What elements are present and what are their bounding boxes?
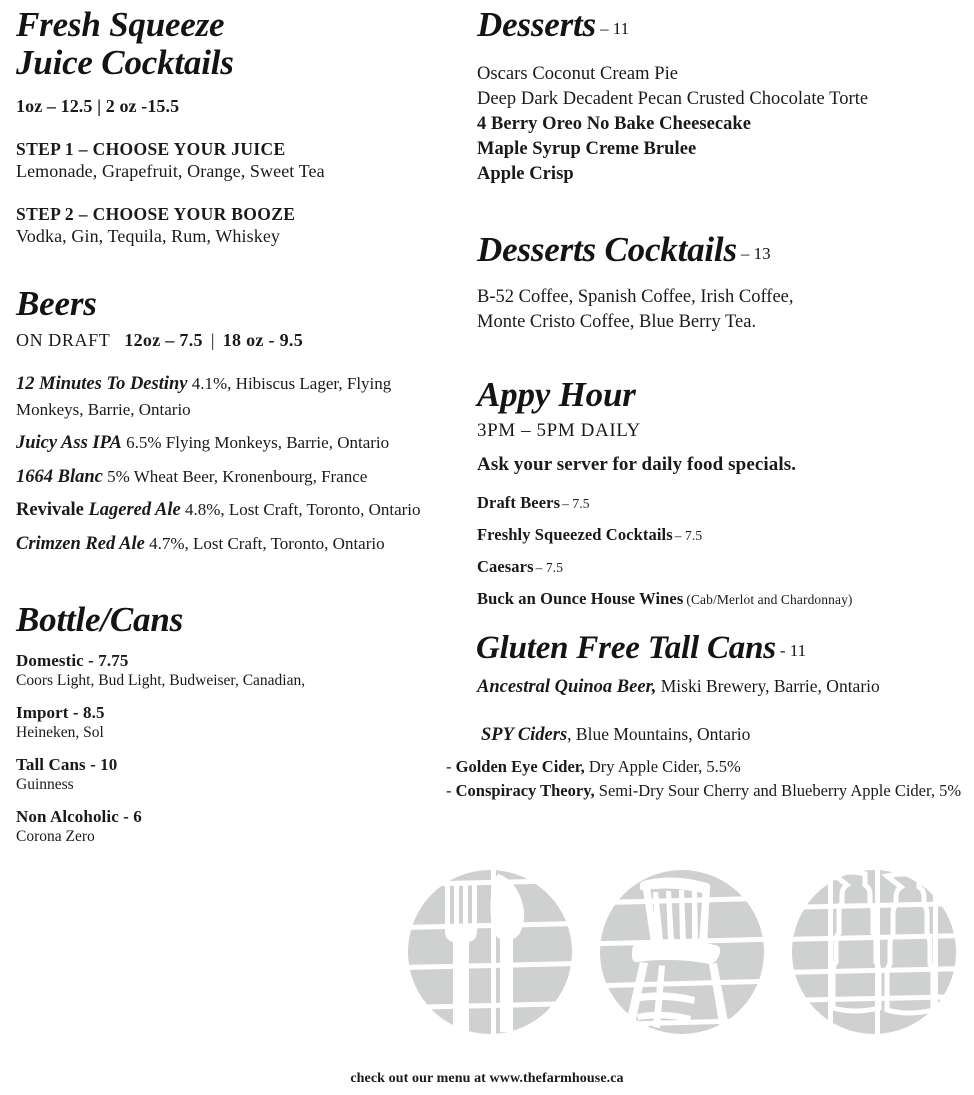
cider-description: Semi-Dry Sour Cherry and Blueberry Apple Cider, 5% <box>594 780 962 800</box>
decorative-icon-row <box>405 862 974 1042</box>
dessert-cocktails-heading <box>477 231 974 269</box>
appy-hour-item-name: Caesars <box>477 556 534 576</box>
beer-name: 1664 Blanc <box>16 466 103 487</box>
on-draft-label: ON DRAFT <box>16 330 111 351</box>
dessert-cocktails-title: Desserts Cocktails <box>477 230 737 270</box>
bottle-cans-group-items: Heineken, Sol <box>16 723 104 741</box>
gluten-free-heading <box>476 631 974 667</box>
juice-step1-options: Lemonade, Grapefruit, Orange, Sweet Tea <box>16 160 325 181</box>
draft-price-separator: | <box>210 330 215 351</box>
gluten-free-quinoa-line <box>477 676 974 698</box>
appy-hour-item <box>477 493 974 513</box>
beer-name-secondary: Lagered Ale <box>88 500 181 521</box>
spy-ciders-line <box>481 724 974 746</box>
dessert-item: Oscars Coconut Cream Pie <box>477 63 679 84</box>
bottle-cans-group <box>16 703 446 742</box>
section-dessert-cocktails <box>477 231 974 334</box>
appy-hour-item <box>477 557 974 577</box>
beer-item <box>16 430 446 457</box>
salt-and-pepper-shakers-icon <box>789 864 959 1040</box>
juice-step1-heading: STEP 1 – CHOOSE YOUR JUICE <box>16 138 286 159</box>
juice-cocktails-prices: 1oz – 12.5 | 2 oz -15.5 <box>16 95 180 116</box>
bottle-cans-group <box>16 807 446 846</box>
cider-bullet: - <box>446 756 456 776</box>
fork-and-knife-icon <box>405 864 575 1040</box>
bottle-cans-list <box>16 651 446 846</box>
section-beers <box>16 285 446 559</box>
section-juice-cocktails <box>16 6 446 247</box>
beers-title: Beers <box>16 283 97 323</box>
dessert-cocktails-line2: Monte Cristo Coffee, Blue Berry Tea. <box>477 311 757 332</box>
juice-step2-options: Vodka, Gin, Tequila, Rum, Whiskey <box>16 225 281 246</box>
desserts-title: Desserts <box>477 5 596 44</box>
appy-hour-time: 3PM – 5PM DAILY <box>477 419 641 441</box>
bottle-cans-group-title: Tall Cans - 10 <box>16 754 118 774</box>
section-appy-hour <box>477 376 974 609</box>
bottle-cans-group-title: Domestic - 7.75 <box>16 650 129 670</box>
appy-hour-item-name: Freshly Squeezed Cocktails <box>477 524 673 544</box>
spy-ciders-name: SPY Ciders <box>481 724 568 745</box>
right-column <box>446 5 974 802</box>
beer-list <box>16 371 446 558</box>
bottle-cans-group-items: Coors Light, Bud Light, Budweiser, Canadian, <box>16 671 306 689</box>
appy-hour-item <box>477 589 974 609</box>
bottle-cans-group <box>16 755 446 794</box>
beer-name: 12 Minutes To Destiny <box>16 374 188 395</box>
bottle-cans-group <box>16 651 446 690</box>
appy-hour-item <box>477 525 974 545</box>
cider-item <box>446 755 974 778</box>
beer-item <box>16 497 446 524</box>
chair-icon <box>597 864 767 1040</box>
left-column <box>16 6 446 846</box>
beer-description: 4.1%, Hibiscus Lager, Flying Monkeys, Barrie, Ontario <box>16 374 392 420</box>
appy-hour-item-price: – 7.5 <box>535 559 564 575</box>
footer-website-note: check out our menu at www.thefarmhouse.ca <box>350 1071 624 1086</box>
gluten-free-price: - 11 <box>779 640 807 660</box>
beers-draft-pricing <box>16 330 446 351</box>
section-gluten-free-tall-cans <box>446 629 974 802</box>
quinoa-beer-desc: Miski Brewery, Barrie, Ontario <box>656 675 880 696</box>
beer-description: 5% Wheat Beer, Kronenbourg, France <box>102 466 368 486</box>
bottle-cans-group-items: Corona Zero <box>16 827 95 845</box>
beer-name: Revivale <box>16 500 89 521</box>
beer-description: 6.5% Flying Monkeys, Barrie, Ontario <box>121 432 390 452</box>
beer-description: 4.7%, Lost Craft, Toronto, Ontario <box>144 534 385 554</box>
appy-hour-item-price: – 7.5 <box>674 527 703 543</box>
appy-hour-ask-server: Ask your server for daily food specials. <box>477 453 797 475</box>
desserts-heading <box>477 6 974 44</box>
spy-ciders-desc: , Blue Mountains, Ontario <box>567 723 751 744</box>
beer-name: Crimzen Red Ale <box>16 534 145 555</box>
draft-price-18oz: 18 oz - 9.5 <box>222 330 304 351</box>
appy-hour-item-name: Draft Beers <box>477 492 561 512</box>
juice-step2-heading: STEP 2 – CHOOSE YOUR BOOZE <box>16 203 296 224</box>
bottle-cans-group-title: Non Alcoholic - 6 <box>16 806 142 826</box>
cider-list <box>446 755 974 802</box>
beer-name: Juicy Ass IPA <box>16 432 122 453</box>
cider-bullet: - <box>446 780 456 800</box>
cider-name: Golden Eye Cider, <box>455 756 585 776</box>
bottle-cans-group-title: Import - 8.5 <box>16 702 105 722</box>
juice-cocktails-title-line2: Juice Cocktails <box>16 42 234 82</box>
appy-hour-item-list <box>477 493 974 609</box>
beer-description: 4.8%, Lost Craft, Toronto, Ontario <box>180 500 421 520</box>
dessert-cocktails-line1: B-52 Coffee, Spanish Coffee, Irish Coffee, <box>477 286 794 307</box>
desserts-price: – 11 <box>599 19 630 38</box>
dessert-item: Deep Dark Decadent Pecan Crusted Chocolate Torte <box>477 88 869 109</box>
cider-name: Conspiracy Theory, <box>455 780 595 800</box>
dessert-item: 4 Berry Oreo No Bake Cheesecake <box>477 113 752 134</box>
beer-item <box>16 371 446 422</box>
bottle-cans-title: Bottle/Cans <box>16 600 184 640</box>
beer-item <box>16 531 446 558</box>
quinoa-beer-name: Ancestral Quinoa Beer, <box>477 676 657 697</box>
section-desserts <box>477 6 974 187</box>
beer-item <box>16 464 446 491</box>
appy-hour-item-price: – 7.5 <box>562 495 590 511</box>
appy-hour-item-name: Buck an Ounce House Wines <box>477 588 684 608</box>
dessert-item: Maple Syrup Creme Brulee <box>477 138 697 159</box>
appy-hour-item-note: (Cab/Merlot and Chardonnay) <box>686 591 853 607</box>
dessert-list <box>477 62 974 187</box>
draft-price-12oz: 12oz – 7.5 <box>124 330 203 351</box>
section-bottle-cans <box>16 601 446 846</box>
appy-hour-title: Appy Hour <box>477 375 636 415</box>
gluten-free-title: Gluten Free Tall Cans <box>476 629 776 666</box>
juice-cocktails-title-line1: Fresh Squeeze <box>16 5 225 44</box>
cider-description: Dry Apple Cider, 5.5% <box>584 756 741 776</box>
dessert-cocktails-price: – 13 <box>740 244 771 264</box>
dessert-item: Apple Crisp <box>477 164 574 185</box>
cider-item <box>446 779 974 802</box>
bottle-cans-group-items: Guinness <box>16 775 74 793</box>
